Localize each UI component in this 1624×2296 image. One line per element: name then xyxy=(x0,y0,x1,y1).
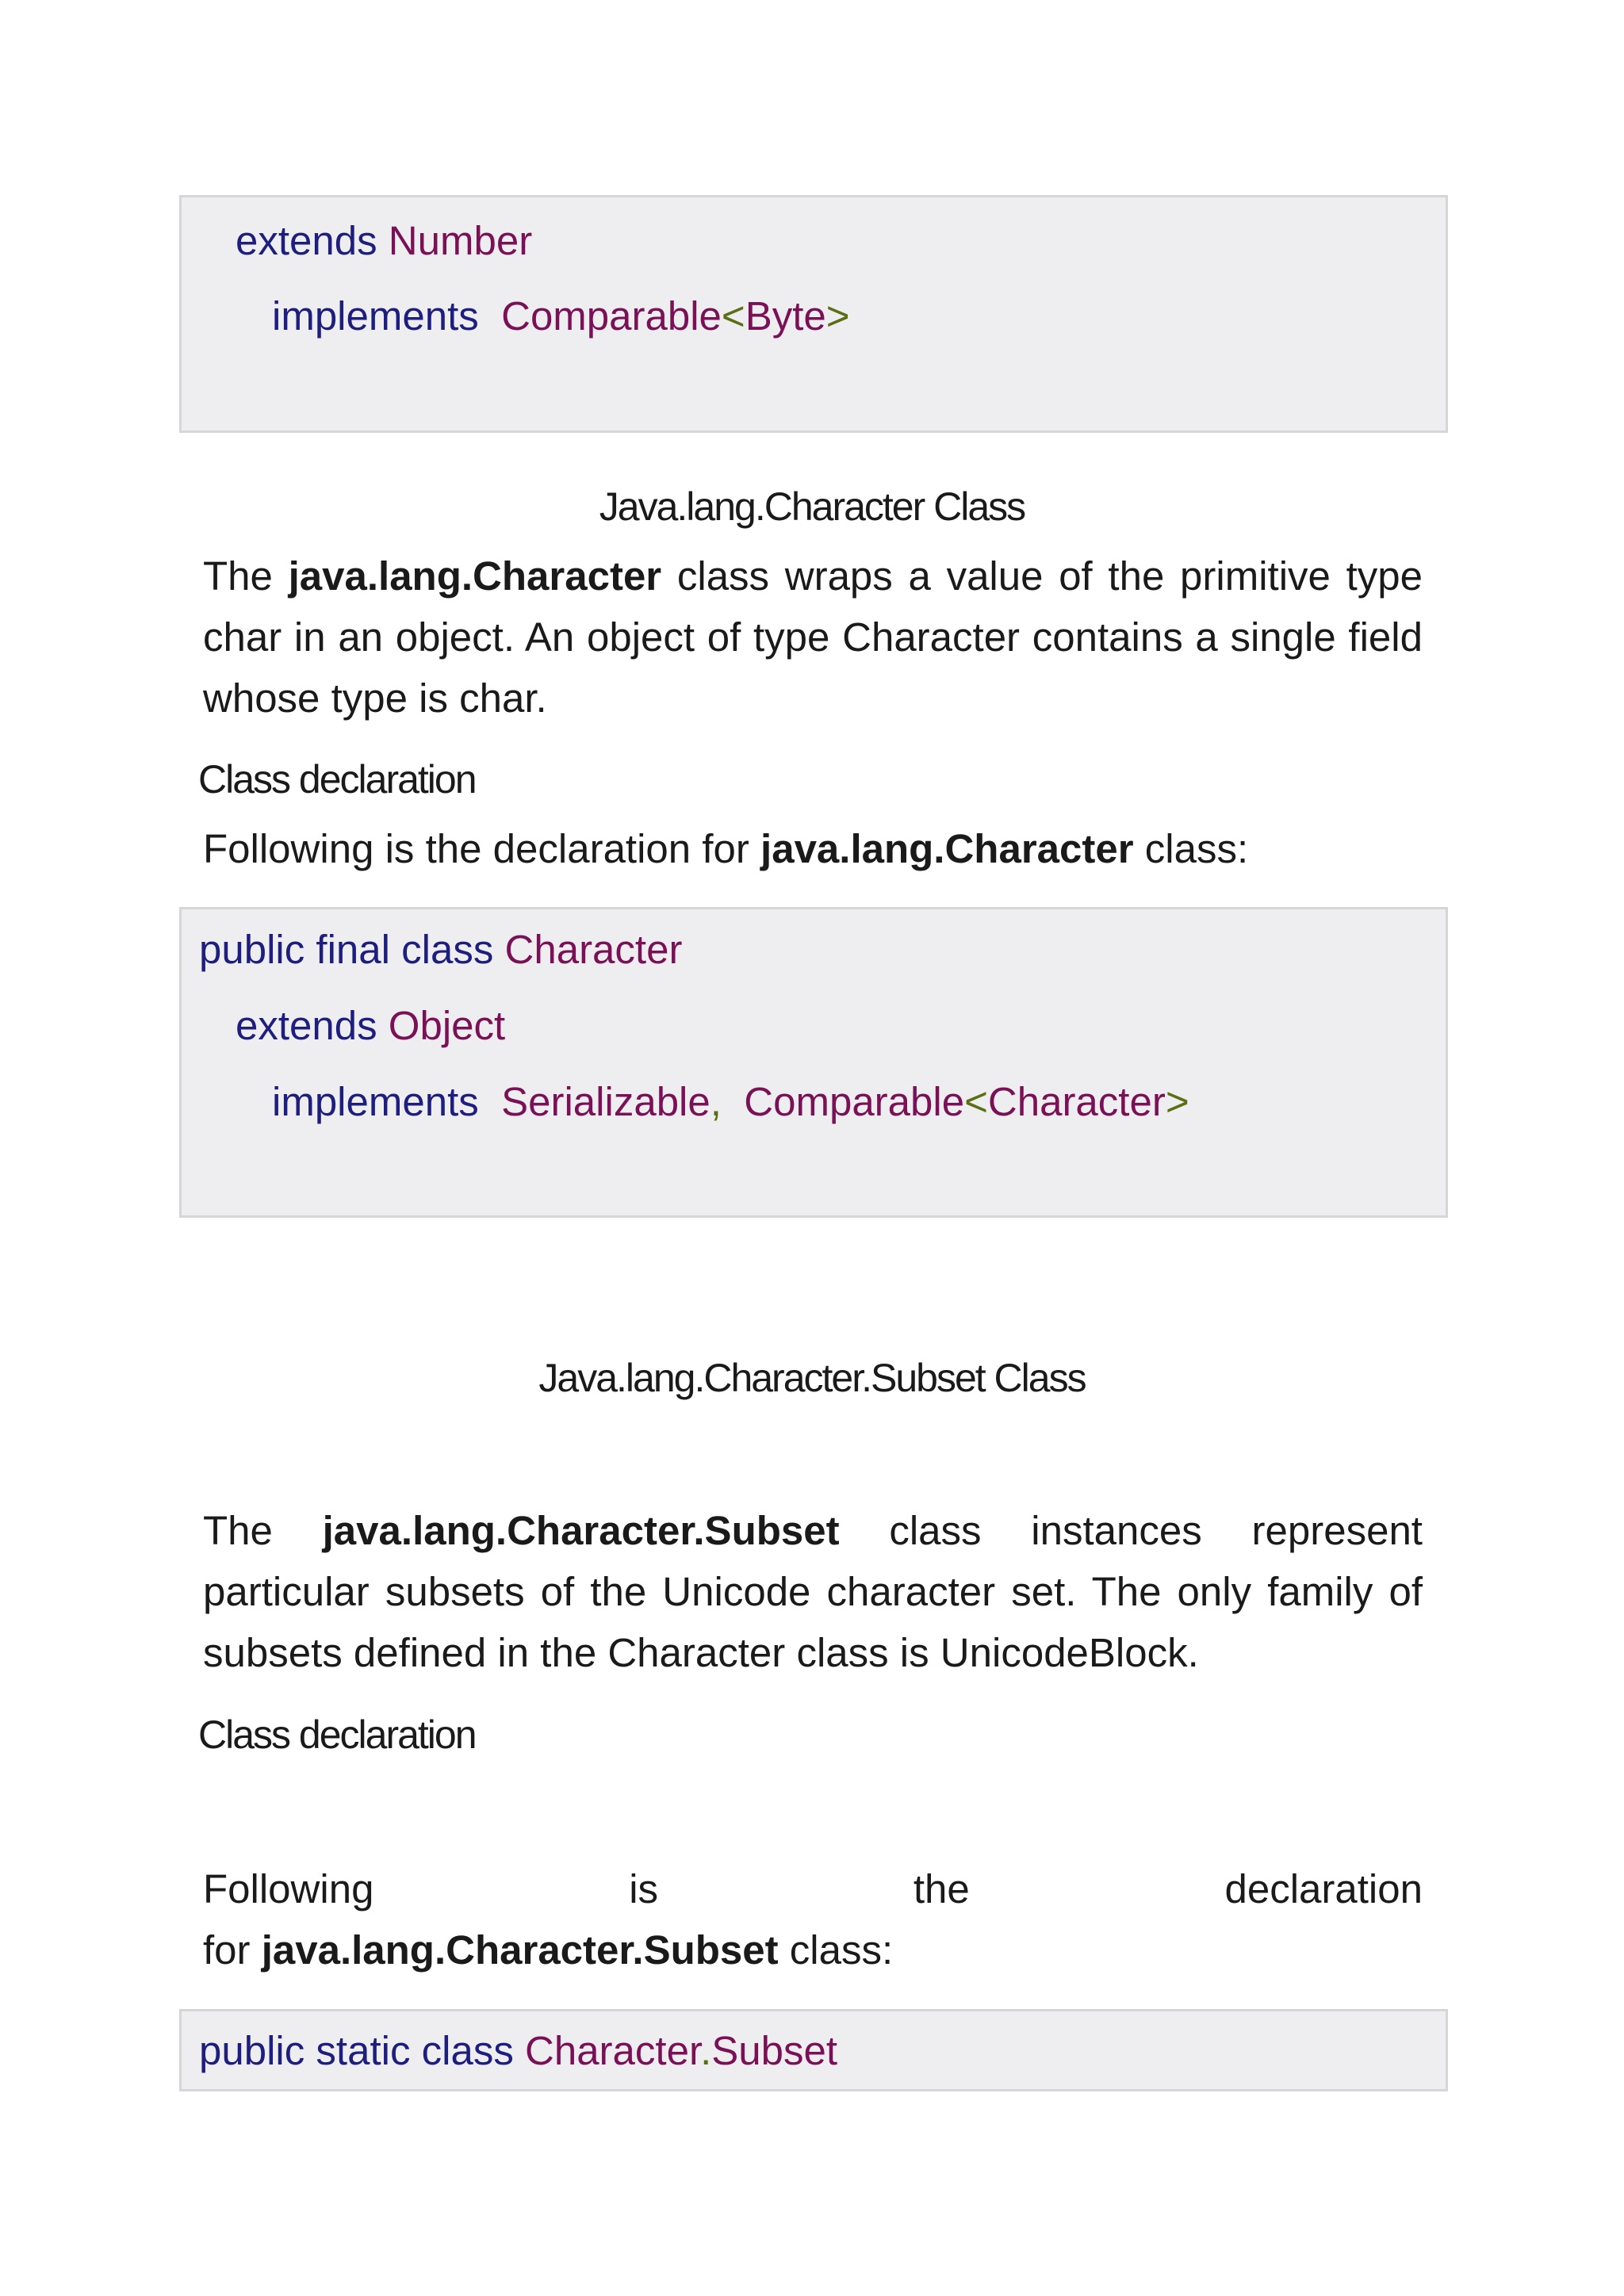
code-type: Number xyxy=(388,218,533,263)
text: Following is the declaration for xyxy=(203,826,761,871)
code-block-character-subset xyxy=(179,2009,1448,2091)
code-punct: , xyxy=(710,1079,722,1124)
code-generic-type: Character xyxy=(987,1079,1166,1124)
code-type: Object xyxy=(388,1003,506,1048)
code-punct: > xyxy=(1165,1079,1189,1124)
code-type: Comparable xyxy=(501,293,722,339)
code-type: Character xyxy=(525,2028,701,2073)
section-title-character: Java.lang.Character Class xyxy=(599,484,1025,529)
code-punct: . xyxy=(700,2028,712,2073)
text: for xyxy=(203,1927,262,1973)
code-block-character xyxy=(179,907,1448,1218)
code-type: Character xyxy=(504,927,683,972)
text: class wraps a value of the primitive type char in an object. An object of type Character contains a single field whose type is char. xyxy=(203,553,1423,721)
code-type: Subset xyxy=(711,2028,838,2073)
text: class: xyxy=(1133,826,1249,871)
code-line-extends xyxy=(236,1002,505,1050)
paragraph-character-declaration xyxy=(203,818,1423,879)
code-line-implements xyxy=(272,1078,1189,1126)
section-title-character-subset: Java.lang.Character.Subset Class xyxy=(538,1356,1086,1400)
code-line-class xyxy=(199,926,682,974)
code-generic-type: Byte xyxy=(745,293,826,339)
declaration-heading-character: Class declaration xyxy=(198,757,476,802)
code-punct: < xyxy=(721,293,745,339)
class-name: java.lang.Character xyxy=(288,553,662,599)
text: The xyxy=(203,553,289,599)
code-line-extends xyxy=(236,217,532,265)
class-name: java.lang.Character.Subset xyxy=(322,1508,840,1553)
code-punct: < xyxy=(964,1079,988,1124)
text: class instances represent particular subsets of the Unicode character set. The only family of subsets defined in the Character class is UnicodeBlock. xyxy=(203,1508,1423,1675)
code-keyword: extends xyxy=(236,1003,377,1048)
paragraph-subset-intro xyxy=(203,1500,1423,1683)
code-line-class xyxy=(199,2027,837,2075)
code-line-implements xyxy=(272,293,850,340)
code-block-byte-continuation xyxy=(179,195,1448,433)
class-name: java.lang.Character.Subset xyxy=(261,1927,779,1973)
code-keyword: implements xyxy=(272,1079,479,1124)
code-type: Comparable xyxy=(744,1079,965,1124)
code-keyword: extends xyxy=(236,218,377,263)
code-keyword: public final class xyxy=(199,927,494,972)
paragraph-character-intro xyxy=(203,545,1423,729)
code-keyword: public static class xyxy=(199,2028,514,2073)
text: The xyxy=(203,1508,323,1553)
paragraph-subset-declaration xyxy=(203,1858,1423,1980)
class-name: java.lang.Character xyxy=(760,826,1134,871)
text: class: xyxy=(778,1927,894,1973)
text: Following is the declaration xyxy=(203,1866,1423,1911)
code-punct: > xyxy=(825,293,850,339)
declaration-heading-subset: Class declaration xyxy=(198,1712,476,1757)
code-type: Serializable xyxy=(501,1079,710,1124)
code-keyword: implements xyxy=(272,293,479,339)
